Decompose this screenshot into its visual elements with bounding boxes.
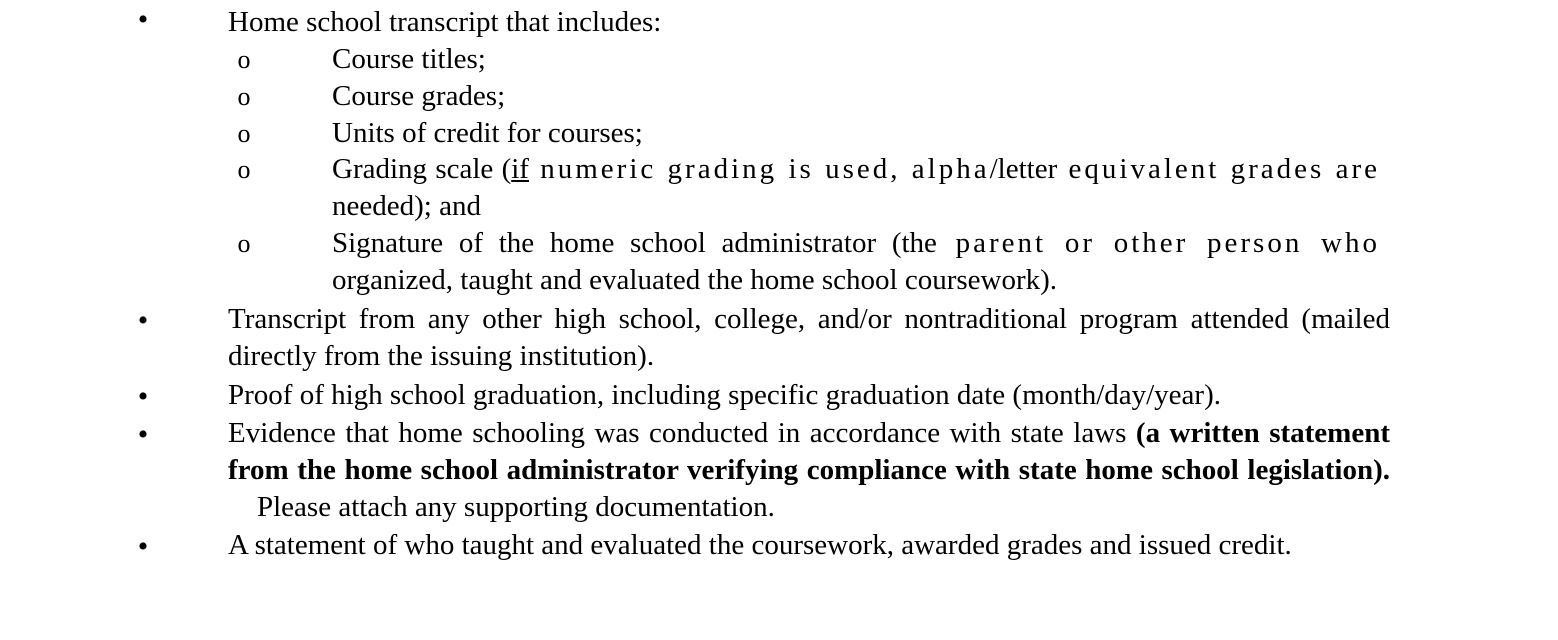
text-run: Evidence that home schooling was conducted in accordance with state laws — [228, 417, 1136, 449]
sub-item-text: Course grades; — [332, 80, 506, 112]
sub-item-text: Course titles; — [332, 43, 486, 75]
sub-item-text: Units of credit for courses; — [332, 117, 643, 149]
item-text: Home school transcript that includes: — [228, 6, 662, 38]
circle-marker: o — [237, 119, 251, 148]
text-run: organized, taught and evaluated the home school coursework). — [332, 264, 1058, 296]
bullet-marker: • — [137, 418, 149, 451]
sub-item-text — [332, 151, 1380, 225]
item-text — [228, 415, 1390, 526]
circle-marker: o — [237, 155, 251, 184]
text-run: Grading scale ( — [332, 153, 512, 185]
spaced-text: parent or other person who — [936, 227, 1380, 259]
item-text: Transcript from any other high school, college, and/or nontraditional program attended (mailed directly from the issuing institution). — [228, 303, 1390, 372]
bullet-marker: • — [137, 3, 149, 36]
spaced-text: numeric grading is used, alpha — [528, 153, 990, 185]
underlined-text: if — [511, 153, 529, 185]
text-run: needed); and — [332, 190, 481, 222]
circle-marker: o — [237, 45, 251, 74]
circle-marker: o — [237, 82, 251, 111]
bold-text: (a written statement from the home school administrator verifying compliance with state home school legislation). — [228, 417, 1390, 486]
bullet-marker: • — [137, 530, 149, 563]
bullet-marker: • — [137, 304, 149, 337]
spaced-text: equivalent grades are — [1057, 153, 1380, 185]
text-run: Signature of the home school administrator (the — [332, 227, 937, 259]
circle-marker: o — [237, 229, 251, 258]
text-run: Please attach any supporting documentation. — [228, 491, 775, 523]
item-text: A statement of who taught and evaluated the coursework, awarded grades and issued credit. — [228, 529, 1292, 561]
sub-item-text — [332, 225, 1380, 299]
bullet-marker: • — [137, 380, 149, 413]
text-run: /letter — [989, 153, 1058, 185]
item-text: Proof of high school graduation, including specific graduation date (month/day/year). — [228, 379, 1221, 411]
